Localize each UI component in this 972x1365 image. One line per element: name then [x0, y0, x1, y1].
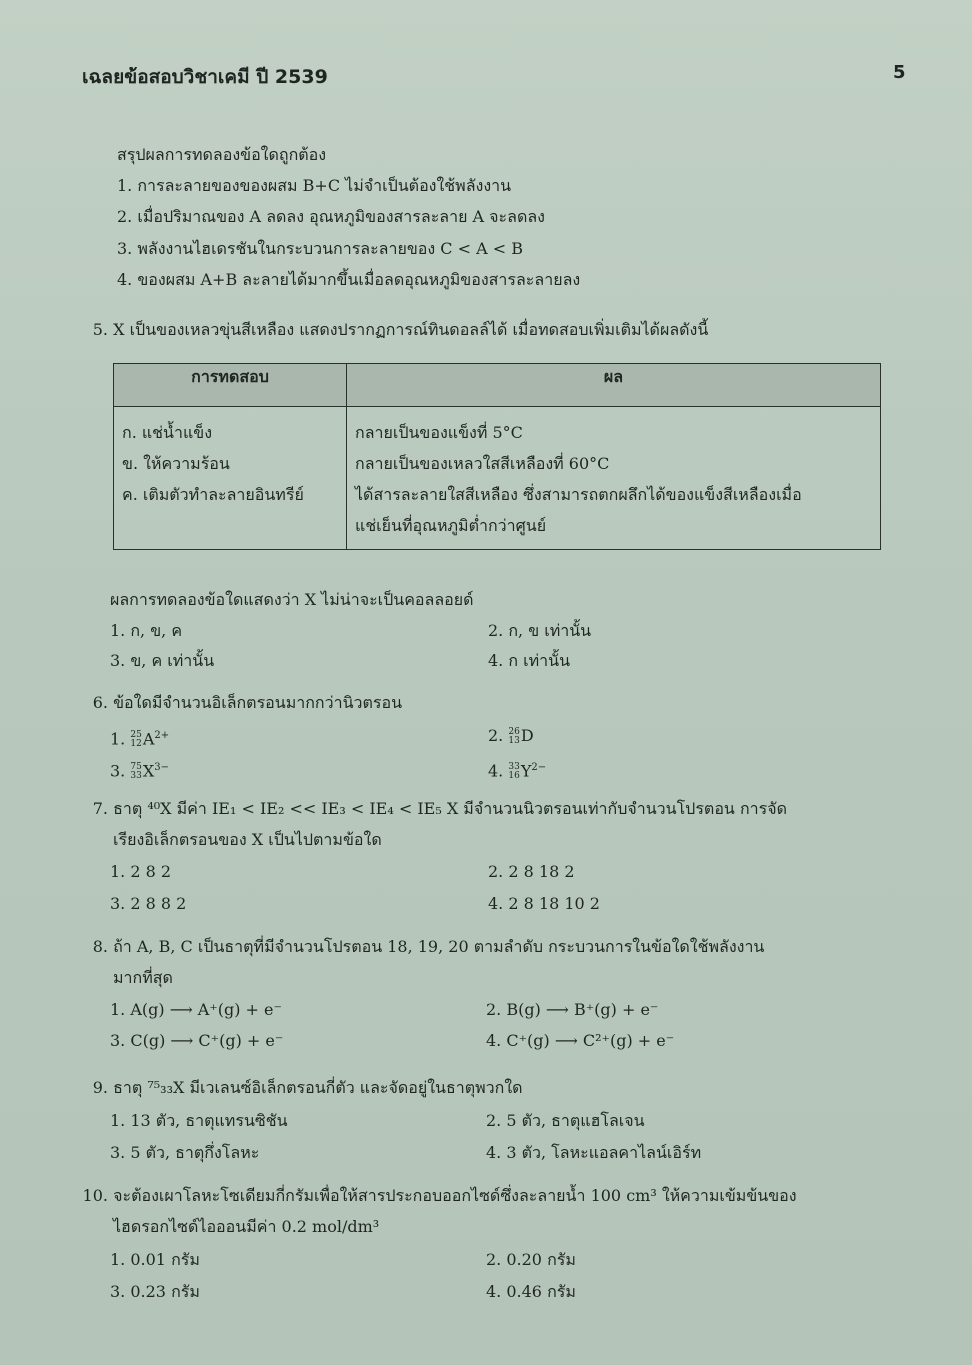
element-symbol: A — [142, 729, 155, 749]
q8-text-2: มากที่สุด — [113, 968, 173, 987]
q10-text-2: ไฮดรอกไซด์ไอออนมีค่า 0.2 mol/dm³ — [113, 1217, 380, 1236]
page-number: 5 — [893, 62, 906, 83]
element-symbol: X — [142, 761, 155, 781]
mass-number: 33 — [508, 761, 520, 772]
q7-number: 7. — [92, 799, 108, 818]
q5-text: X เป็นของเหลวขุ่นสีเหลือง แสดงปรากฏการณ์ทินดอลล์ได้ เมื่อทดสอบเพิ่มเติมได้ผลดังนี้ — [113, 320, 709, 339]
mass-number: 26 — [508, 726, 520, 737]
table-results-cell — [347, 407, 881, 550]
q6-text: ข้อใดมีจำนวนอิเล็กตรอนมากกว่านิวตรอน — [113, 693, 403, 712]
element-symbol: Y — [520, 761, 532, 781]
q9-choice-3: 3. 5 ตัว, ธาตุกึ่งโลหะ — [110, 1143, 260, 1162]
result-item: กลายเป็นของเหลวใสสีเหลืองที่ 60°C — [355, 454, 610, 473]
result-item: กลายเป็นของแข็งที่ 5°C — [355, 423, 523, 442]
page-header-title: เฉลยข้อสอบวิชาเคมี ปี 2539 — [82, 66, 328, 88]
q4-choice-4: 4. ของผสม A+B ละลายได้มากขึ้นเมื่อลดอุณหภูมิของสารละลายลง — [117, 270, 581, 289]
q4-prompt: สรุปผลการทดลองข้อใดถูกต้อง — [117, 145, 327, 164]
q8-choice-3: 3. C(g) ⟶ C⁺(g) + e⁻ — [110, 1031, 284, 1050]
q4-choice-2: 2. เมื่อปริมาณของ A ลดลง อุณหภูมิของสารละลาย A จะลดลง — [117, 207, 545, 226]
choice-number: 3. — [110, 761, 126, 781]
q6-choice-2 — [488, 726, 534, 746]
q7-choice-2: 2. 2 8 18 2 — [488, 862, 575, 881]
test-item: ค. เติมตัวทำละลายอินทรีย์ — [122, 485, 304, 504]
q5-question — [82, 320, 708, 340]
result-item: แช่เย็นที่อุณหภูมิต่ำกว่าศูนย์ — [355, 516, 547, 535]
q8-choice-4: 4. C⁺(g) ⟶ C²⁺(g) + e⁻ — [486, 1031, 675, 1050]
mass-number: 25 — [130, 729, 142, 740]
atomic-number: 13 — [508, 735, 520, 746]
q6-choice-3 — [110, 758, 169, 781]
q6-choice-1 — [110, 726, 169, 749]
q8-number: 8. — [92, 937, 108, 956]
q10-choice-1: 1. 0.01 กรัม — [110, 1250, 200, 1269]
choice-number: 1. — [110, 729, 126, 749]
table-header-test: การทดสอบ — [114, 364, 347, 407]
q9-choice-2: 2. 5 ตัว, ธาตุแฮโลเจน — [486, 1111, 645, 1130]
q5-choice-1: 1. ก, ข, ค — [110, 621, 183, 640]
q7-choice-4: 4. 2 8 18 10 2 — [488, 894, 600, 913]
q9-choice-4: 4. 3 ตัว, โลหะแอลคาไลน์เอิร์ท — [486, 1143, 702, 1162]
atomic-number: 33 — [130, 770, 142, 781]
mass-number: 75 — [130, 761, 142, 772]
ion-charge: 3− — [154, 762, 169, 773]
q4-choice-3: 3. พลังงานไฮเดรชันในกระบวนการละลายของ C < A < B — [117, 239, 523, 258]
q4-choice-1: 1. การละลายของของผสม B+C ไม่จำเป็นต้องใช้พลังงาน — [117, 176, 512, 195]
q9-choice-1: 1. 13 ตัว, ธาตุแทรนซิชัน — [110, 1111, 288, 1130]
q5-number: 5. — [92, 320, 108, 339]
atomic-number: 16 — [508, 770, 520, 781]
atomic-number: 12 — [130, 738, 142, 749]
result-item: ได้สารละลายใสสีเหลือง ซึ่งสามารถตกผลึกได้ของแข็งสีเหลืองเมื่อ — [355, 485, 802, 504]
table-header-result: ผล — [347, 364, 881, 407]
q7-choice-3: 3. 2 8 8 2 — [110, 894, 187, 913]
q6-question — [82, 693, 402, 713]
q5-choice-3: 3. ข, ค เท่านั้น — [110, 651, 215, 670]
test-item: ข. ให้ความร้อน — [122, 454, 230, 473]
q5-choice-2: 2. ก, ข เท่านั้น — [488, 621, 592, 640]
q8-choice-2: 2. B(g) ⟶ B⁺(g) + e⁻ — [486, 1000, 659, 1019]
q8-choice-1: 1. A(g) ⟶ A⁺(g) + e⁻ — [110, 1000, 282, 1019]
q9-question — [82, 1078, 523, 1098]
q8-question-line1 — [82, 937, 764, 957]
q7-question-line1 — [82, 799, 787, 819]
q10-choice-4: 4. 0.46 กรัม — [486, 1282, 576, 1301]
q8-text-1: ถ้า A, B, C เป็นธาตุที่มีจำนวนโปรตอน 18, 19, 20 ตามลำดับ กระบวนการในข้อใดใช้พลังงาน — [113, 937, 765, 956]
q7-choice-1: 1. 2 8 2 — [110, 862, 172, 881]
q5-prompt: ผลการทดลองข้อใดแสดงว่า X ไม่น่าจะเป็นคอลลอยด์ — [110, 590, 474, 609]
q10-text-1: จะต้องเผาโลหะโซเดียมกี่กรัมเพื่อให้สารประกอบออกไซด์ซึ่งละลายน้ำ 100 cm³ ให้ความเข้มข้นของ — [113, 1186, 797, 1205]
test-item: ก. แช่น้ำแข็ง — [122, 423, 213, 442]
choice-number: 4. — [488, 761, 504, 781]
q6-choice-4 — [488, 758, 546, 781]
q5-results-table — [113, 363, 881, 550]
q9-text: ธาตุ ⁷⁵₃₃X มีเวเลนซ์อิเล็กตรอนกี่ตัว และจัดอยู่ในธาตุพวกใด — [113, 1078, 523, 1097]
q10-choice-2: 2. 0.20 กรัม — [486, 1250, 576, 1269]
ion-charge: 2+ — [154, 730, 170, 741]
element-symbol: D — [520, 726, 534, 745]
q10-choice-3: 3. 0.23 กรัม — [110, 1282, 200, 1301]
q10-question-line1 — [74, 1186, 797, 1206]
q7-text-2: เรียงอิเล็กตรอนของ X เป็นไปตามข้อใด — [113, 830, 382, 849]
q5-choice-4: 4. ก เท่านั้น — [488, 651, 570, 670]
table-tests-cell — [114, 407, 347, 550]
q10-number: 10. — [82, 1186, 108, 1205]
ion-charge: 2− — [531, 762, 547, 773]
choice-number: 2. — [488, 726, 504, 745]
q9-number: 9. — [92, 1078, 108, 1097]
q6-number: 6. — [92, 693, 108, 712]
q7-text-1: ธาตุ ⁴⁰X มีค่า IE₁ < IE₂ << IE₃ < IE₄ < IE₅ X มีจำนวนนิวตรอนเท่ากับจำนวนโปรตอน การจัด — [113, 799, 787, 818]
